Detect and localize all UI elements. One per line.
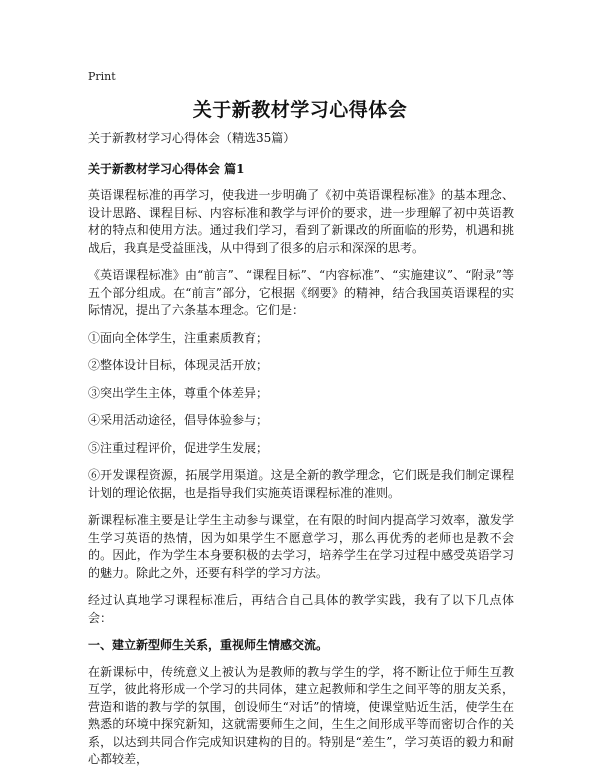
paragraph: 经过认真地学习课程标准后，再结合自己具体的教学实践，我有了以下几点体会： bbox=[88, 593, 514, 625]
paragraph: 在新课标中，传统意义上被认为是教师的教与学生的学，将不断让位于师生互教互学，彼此将形成一个学习的共同体，建立起教师和学生之间平等的朋友关系，营造和谐的教与学的氛围，创设师生“对话”的情境，使课堂贴近生活，使学生在熟悉的环境中探究新知，这就需要师生之间，生生之间形成平等而密切合作的关系，以达到共同合作完成知识建构的目的。特别是“差生”，学习英语的毅力和耐心都较差， bbox=[88, 664, 514, 766]
point-heading: 一、建立新型师生关系，重视师生情感交流。 bbox=[88, 638, 329, 652]
list-item: ⑥开发课程资源，拓展学用渠道。这是全新的教学理念，它们既是我们制定课程计划的理论依据，也是指导我们实施英语课程标准的准则。 bbox=[88, 468, 514, 500]
section-heading: 关于新教材学习心得体会 篇1 bbox=[88, 161, 245, 176]
list-item: ③突出学生主体，尊重个体差异； bbox=[88, 385, 269, 400]
list-item: ④采用活动途径，倡导体验参与； bbox=[88, 413, 269, 427]
list-item: ⑤注重过程评价，促进学生发展； bbox=[88, 440, 269, 455]
paragraph: 《英语课程标准》由“前言”、“课程目标”、“内容标准”、“实施建议”、“附录”等五个部分组成。在“前言”部分，它根据《纲要》的精神，结合我国英语课程的实际情况，提出了六条基本理念。它们是： bbox=[88, 268, 514, 317]
list-item: ①面向全体学生，注重素质教育； bbox=[88, 330, 269, 345]
article-body bbox=[88, 130, 514, 779]
page-title: 关于新教材学习心得体会 bbox=[192, 99, 408, 121]
print-link[interactable]: Print bbox=[88, 70, 116, 83]
paragraph: 新课程标准主要是让学生主动参与课堂，在有限的时间内提高学习效率，激发学生学习英语的热情，因为如果学生不愿意学习，那么再优秀的老师也是教不会的。因此，作为学生本身要积极的去学习，培养学生在学习过程中感受英语学习的魅力。除此之外，还要有科学的学习方法。 bbox=[88, 513, 514, 580]
article-subtitle: 关于新教材学习心得体会（精选35篇） bbox=[88, 131, 296, 145]
list-item: ②整体设计目标，体现灵活开放； bbox=[88, 358, 269, 372]
paragraph: 英语课程标准的再学习，使我进一步明确了《初中英语课程标准》的基本理念、设计思路、课程目标、内容标准和教学与评价的要求，进一步理解了初中英语教材的特点和使用方法。通过我们学习，看到了新课改的所面临的形势，机遇和挑战后，我真是受益匪浅，从中得到了很多的启示和深深的思考。 bbox=[88, 188, 514, 255]
